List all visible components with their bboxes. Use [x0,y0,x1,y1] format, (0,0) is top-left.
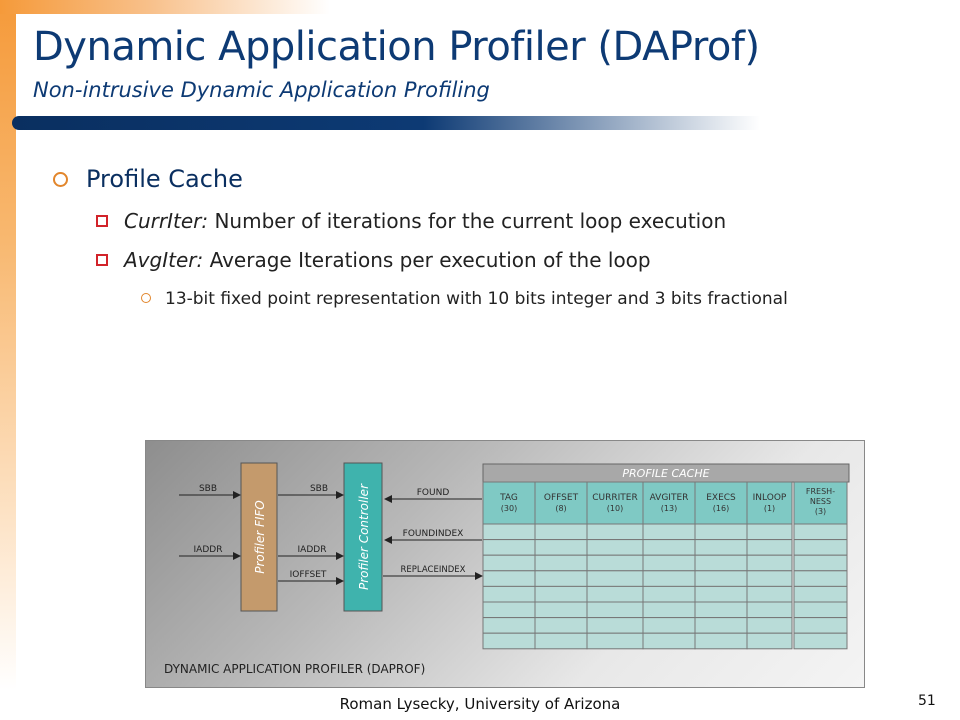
cache-column-name: EXECS [706,493,736,503]
cache-column-bits: (16) [712,504,730,513]
cache-cell [535,540,587,556]
signal-found: FOUND [416,488,450,498]
cache-column-header [747,482,792,524]
cache-cell [587,602,643,618]
cache-cell [535,618,587,634]
detail-text: 13-bit fixed point representation with 10 bits integer and 3 bits fractional [165,289,788,309]
cache-cell [483,555,535,571]
slide-title: Dynamic Application Profiler (DAProf) [33,24,760,70]
profiler-controller-label: Profiler Controller [357,483,371,591]
controller-input-iaddr: IADDR [297,545,327,555]
cache-cell [794,618,847,634]
cache-cell [535,571,587,587]
slide-subtitle: Non-intrusive Dynamic Application Profiling [33,78,490,102]
square-bullet-icon [96,254,108,266]
cache-column-name: FRESH- [805,487,836,496]
daprof-diagram [145,440,865,688]
slide-accent-left [0,0,16,690]
cache-cell [747,555,792,571]
footer-author: Roman Lysecky, University of Arizona [339,695,621,713]
cache-column-name-line2: NESS [809,497,832,506]
cache-cell [747,618,792,634]
cache-cell [794,586,847,602]
cache-cell [535,555,587,571]
cache-cell [483,586,535,602]
cache-cell [483,602,535,618]
cache-cell [587,555,643,571]
cache-cell [747,586,792,602]
cache-cell [643,586,695,602]
cache-cell [587,540,643,556]
profiler-fifo-label: Profiler FIFO [253,500,267,574]
square-bullet-icon [96,215,108,227]
cache-cell [695,586,747,602]
cache-cell [794,571,847,587]
cache-cell [535,586,587,602]
cache-cell [695,524,747,540]
cache-cell [794,540,847,556]
cache-cell [695,571,747,587]
cache-column-bits: (8) [555,504,567,513]
cache-cell [747,602,792,618]
cache-cell [794,602,847,618]
cache-column-bits: (30) [500,504,518,513]
title-underline-bar [12,116,760,130]
cache-column-header [695,482,747,524]
cache-cell [483,618,535,634]
term-curriter: CurrIter: [124,209,209,233]
profile-cache-table [483,482,847,649]
cache-cell [747,571,792,587]
cache-column-bits: (13) [660,504,678,513]
diagram-svg [146,441,864,687]
term-avgiter: AvgIter: [124,248,204,272]
cache-cell [747,633,792,649]
cache-cell [587,633,643,649]
small-ring-bullet-icon [141,293,151,303]
cache-cell [695,618,747,634]
diagram-caption: DYNAMIC APPLICATION PROFILER (DAPROF) [164,662,426,676]
sub-bullet-avgiter [96,248,651,272]
cache-column-header [587,482,643,524]
cache-cell [794,555,847,571]
cache-cell [695,555,747,571]
bullet-text: Profile Cache [86,165,243,193]
cache-cell [643,602,695,618]
cache-column-name: TAG [500,493,518,503]
controller-input-ioffset: IOFFSET [289,570,327,580]
cache-column-bits: (10) [606,504,624,513]
controller-input-sbb: SBB [309,484,329,494]
desc-avgiter: Average Iterations per execution of the loop [203,248,651,272]
cache-cell [643,555,695,571]
fifo-input-iaddr: IADDR [193,545,223,555]
cache-cell [483,540,535,556]
cache-cell [643,524,695,540]
cache-cell [643,571,695,587]
cache-cell [695,633,747,649]
profile-cache-title: PROFILE CACHE [622,467,710,480]
cache-cell [483,571,535,587]
cache-cell [643,633,695,649]
cache-cell [794,524,847,540]
signal-foundindex: FOUNDINDEX [402,529,464,539]
cache-column-name: AVGITER [649,493,689,503]
cache-cell [794,633,847,649]
cache-cell [587,524,643,540]
cache-cell [747,540,792,556]
signal-replaceindex: REPLACEINDEX [400,565,466,575]
fifo-input-sbb: SBB [198,484,218,494]
ring-bullet-icon [53,172,68,187]
cache-cell [695,540,747,556]
cache-cell [747,524,792,540]
detail-bullet [141,287,841,312]
cache-column-header [535,482,587,524]
cache-column-header [483,482,535,524]
cache-cell [587,586,643,602]
cache-cell [483,633,535,649]
cache-cell [483,524,535,540]
cache-cell [587,618,643,634]
cache-cell [643,618,695,634]
desc-curriter: Number of iterations for the current loop execution [208,209,727,233]
cache-column-name: INLOOP [752,493,787,503]
cache-cell [587,571,643,587]
cache-column-name: OFFSET [543,493,579,503]
cache-cell [535,633,587,649]
cache-cell [535,524,587,540]
cache-cell [535,602,587,618]
cache-column-bits: (3) [814,507,827,516]
slide-accent-top [0,0,330,14]
bullet-profile-cache [53,165,243,193]
sub-bullet-curriter [96,209,726,233]
cache-cell [695,602,747,618]
cache-column-bits: (1) [763,504,776,513]
cache-column-header [643,482,695,524]
cache-cell [643,540,695,556]
page-number: 51 [918,693,936,709]
cache-column-name: CURRITER [592,493,638,503]
